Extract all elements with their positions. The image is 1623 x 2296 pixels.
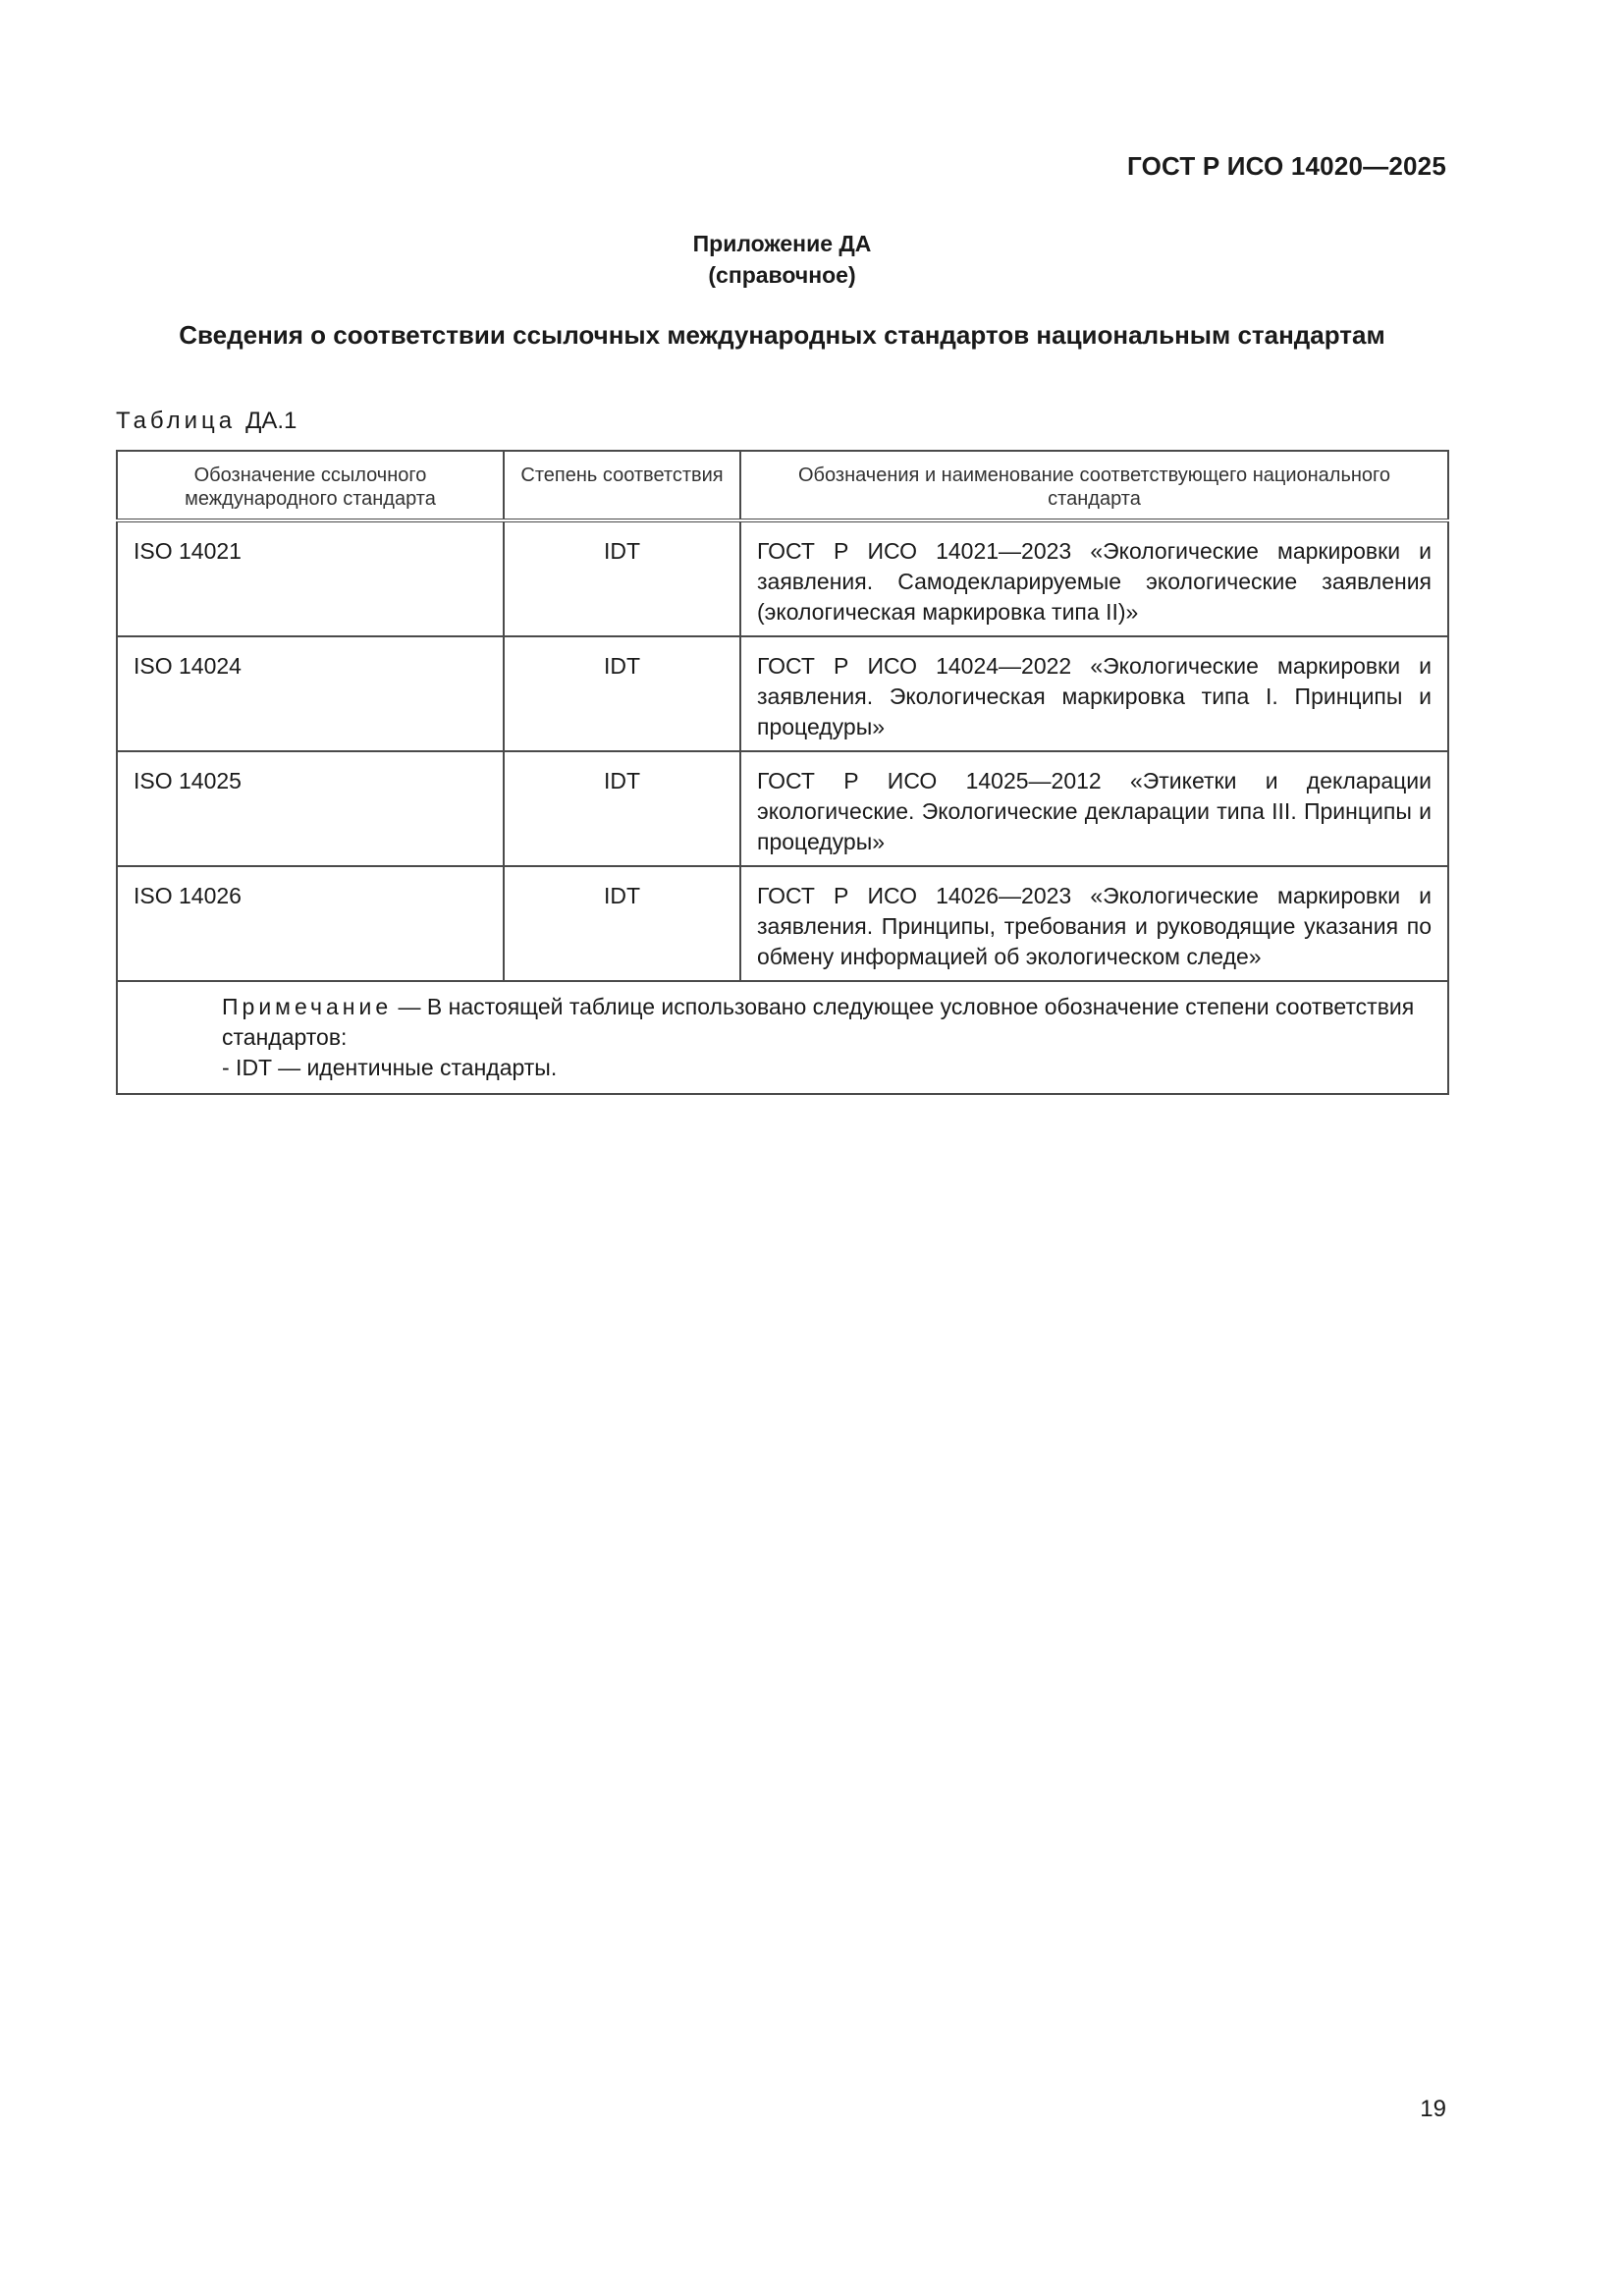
note-body [134, 992, 1432, 1053]
column-header-degree: Степень соответствия [504, 451, 740, 520]
table-row [117, 636, 1448, 751]
table-header-row [117, 451, 1448, 520]
cell-national: ГОСТ Р ИСО 14024—2022 «Экологические маркировки и заявления. Экологическая маркировка типа I. Принципы и процедуры» [740, 636, 1448, 751]
annex-subtitle: (справочное) [708, 262, 856, 288]
table-note-row [117, 981, 1448, 1094]
section-title: Сведения о соответствии ссылочных международных стандартов национальным стандартам [179, 320, 1385, 350]
cell-national: ГОСТ Р ИСО 14026—2023 «Экологические маркировки и заявления. Принципы, требования и руководящие указания по обмену информацией об экологическом следе» [740, 866, 1448, 981]
table-caption-id: ДА.1 [245, 408, 298, 434]
cell-degree: IDT [504, 636, 740, 751]
column-header-national: Обозначения и наименование соответствующего национального стандарта [740, 451, 1448, 520]
column-header-international: Обозначение ссылочного международного стандарта [117, 451, 504, 520]
cell-national: ГОСТ Р ИСО 14021—2023 «Экологические маркировки и заявления. Самодекларируемые экологические заявления (экологическая маркировка типа II)» [740, 520, 1448, 636]
table-note [117, 981, 1448, 1094]
cell-international: ISO 14026 [117, 866, 504, 981]
cell-degree: IDT [504, 866, 740, 981]
cell-international: ISO 14021 [117, 520, 504, 636]
annex-heading [0, 228, 1564, 291]
note-label: Примечание [222, 994, 393, 1019]
table-caption [116, 408, 297, 435]
correspondence-table [116, 450, 1449, 1095]
cell-international: ISO 14024 [117, 636, 504, 751]
cell-national: ГОСТ Р ИСО 14025—2012 «Этикетки и декларации экологические. Экологические декларации типа III. Принципы и процедуры» [740, 751, 1448, 866]
cell-international: ISO 14025 [117, 751, 504, 866]
table-row [117, 866, 1448, 981]
note-text: — В настоящей таблице использовано следующее условное обозначение степени соответствия стандартов: [222, 994, 1415, 1050]
table-row [117, 520, 1448, 636]
table-row [117, 751, 1448, 866]
annex-title: Приложение ДА [692, 231, 872, 256]
document-code: ГОСТ Р ИСО 14020—2025 [1126, 151, 1446, 181]
page-number: 19 [1420, 2096, 1446, 2122]
cell-degree: IDT [504, 520, 740, 636]
cell-degree: IDT [504, 751, 740, 866]
note-item: - IDT — идентичные стандарты. [222, 1055, 558, 1080]
table-caption-word: Таблица [116, 408, 237, 434]
